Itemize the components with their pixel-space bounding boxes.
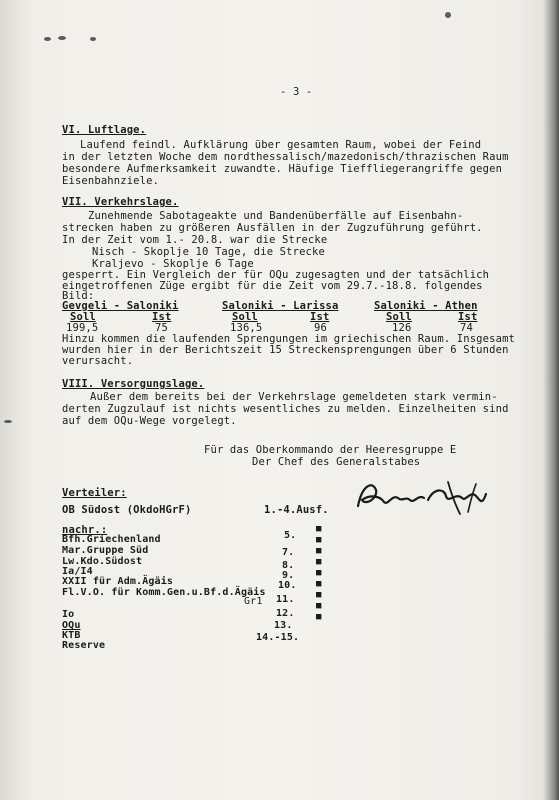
route-saloniki-larissa: Saloniki - Larissa: [222, 300, 339, 312]
section-vii-line-2: strecken haben zu größeren Ausfällen in der Zugzuführung geführt.: [62, 222, 483, 234]
distribution-item-value: 8.: [282, 560, 295, 571]
hole-punch-mark: [44, 37, 51, 41]
hole-punch-mark: [90, 37, 96, 41]
soll-value-3: 126: [392, 322, 412, 334]
distribution-nachr-label: nachr.:: [62, 524, 108, 536]
distribution-first-label: OB Südost (OkdoHGrF): [62, 504, 192, 516]
soll-value-1: 199,5: [66, 322, 99, 334]
distribution-item-value: 10.: [278, 580, 297, 591]
ist-value-2: 96: [314, 322, 327, 334]
section-vii-line-1: Zunehmende Sabotageakte und Bandenüberfälle auf Eisenbahn-: [88, 210, 464, 222]
ist-value-3: 74: [460, 322, 473, 334]
distribution-item-value: 14.-15.: [256, 632, 300, 643]
closing-line-1: Für das Oberkommando der Heeresgruppe E: [204, 444, 457, 456]
distribution-item-value: 11.: [276, 594, 295, 605]
distribution-extra-note: Gr1: [244, 596, 263, 607]
section-heading-vii: VII. Verkehrslage.: [62, 196, 179, 208]
section-viii-line-1: Außer dem bereits bei der Verkehrslage gemeldeten stark vermin-: [90, 391, 498, 403]
section-vi-line-2: in der letzten Woche dem nordthessalisch/mazedonisch/thrazischen Raum: [62, 151, 509, 163]
distribution-item-value: 12.: [276, 608, 295, 619]
section-vi-line-1: Laufend feindl. Aufklärung über gesamten Raum, wobei der Feind: [80, 139, 482, 151]
section-vii-line-8: Bild:: [62, 290, 95, 302]
handwritten-signature: [352, 476, 494, 516]
ist-header-1: Ist: [152, 311, 172, 323]
section-vii-after-1: Hinzu kommen die laufenden Sprengungen im griechischen Raum. Insgesamt: [62, 333, 516, 345]
closing-line-2: Der Chef des Generalstabes: [252, 456, 421, 468]
ist-value-1: 75: [155, 322, 168, 334]
section-vi-line-4: Eisenbahnziele.: [62, 175, 160, 187]
section-heading-viii: VIII. Versorgungslage.: [62, 378, 205, 390]
section-vii-line-7: eingetroffenen Züge ergibt für die Zeit vom 29.7.-18.8. folgendes: [62, 280, 483, 292]
distribution-item-label: XXII für Adm.Ägäis: [62, 576, 174, 587]
distribution-item-label: Fl.V.O. für Komm.Gen.u.Bf.d.Ägäis: [62, 587, 266, 598]
section-vii-after-2: wurden hier in der Berichtszeit 15 Streckensprengungen über 6 Stunden: [62, 344, 509, 356]
distribution-item-value: 13.: [274, 620, 293, 631]
section-vii-line-3: In der Zeit vom 1.- 20.8. war die Strecke: [62, 234, 328, 246]
ist-header-2: Ist: [310, 311, 330, 323]
ist-header-3: Ist: [458, 311, 478, 323]
distribution-item-label: Io: [62, 609, 75, 620]
route-gevgeli-saloniki: Gevgeli - Saloniki: [62, 300, 179, 312]
distribution-item-label: Ia/I4: [62, 566, 93, 577]
distribution-item-label: KTB: [62, 630, 81, 641]
soll-value-2: 136,5: [230, 322, 263, 334]
distribution-item-label: OQu: [62, 620, 81, 631]
distribution-first-value: 1.-4.Ausf.: [264, 504, 329, 516]
hole-punch-mark: [4, 420, 12, 423]
section-viii-line-3: auf dem OQu-Wege vorgelegt.: [62, 415, 237, 427]
soll-header-3: Soll: [386, 311, 412, 323]
distribution-item-label: Mar.Gruppe Süd: [62, 545, 149, 556]
hole-punch-mark: [445, 12, 451, 18]
hole-punch-mark: [58, 36, 66, 40]
section-vii-line-4: Nisch - Skoplje 10 Tage, die Strecke: [92, 246, 325, 258]
distribution-item-label: Reserve: [62, 640, 106, 651]
distribution-item-value: 9.: [282, 570, 295, 581]
scan-shadow-edge: [543, 0, 559, 800]
soll-header-2: Soll: [232, 311, 258, 323]
distribution-heading: Verteiler:: [62, 487, 127, 499]
section-vii-after-3: verursacht.: [62, 355, 134, 367]
page-number: - 3 -: [280, 86, 313, 98]
soll-header-1: Soll: [70, 311, 96, 323]
distribution-tick-marks: ■ ■ ■ ■ ■ ■ ■ ■ ■: [316, 524, 322, 622]
section-vii-line-5: Kraljevo - Skoplje 6 Tage: [92, 258, 254, 270]
distribution-item-value: 7.: [282, 547, 295, 558]
distribution-item-label: Bfh.Griechenland: [62, 534, 161, 545]
section-heading-vi: VI. Luftlage.: [62, 124, 147, 136]
route-saloniki-athen: Saloniki - Athen: [374, 300, 478, 312]
section-vi-line-3: besondere Aufmerksamkeit zuwandte. Häufige Tieffliegerangriffe gegen: [62, 163, 503, 175]
section-vii-line-6: gesperrt. Ein Vergleich der für OQu zugesagten und der tatsächlich: [62, 269, 490, 281]
distribution-item-label: Lw.Kdo.Südost: [62, 556, 143, 567]
distribution-item-value: 5.: [284, 530, 297, 541]
section-viii-line-2: derten Zugzulauf ist nichts wesentliches zu melden. Einzelheiten sind: [62, 403, 509, 415]
